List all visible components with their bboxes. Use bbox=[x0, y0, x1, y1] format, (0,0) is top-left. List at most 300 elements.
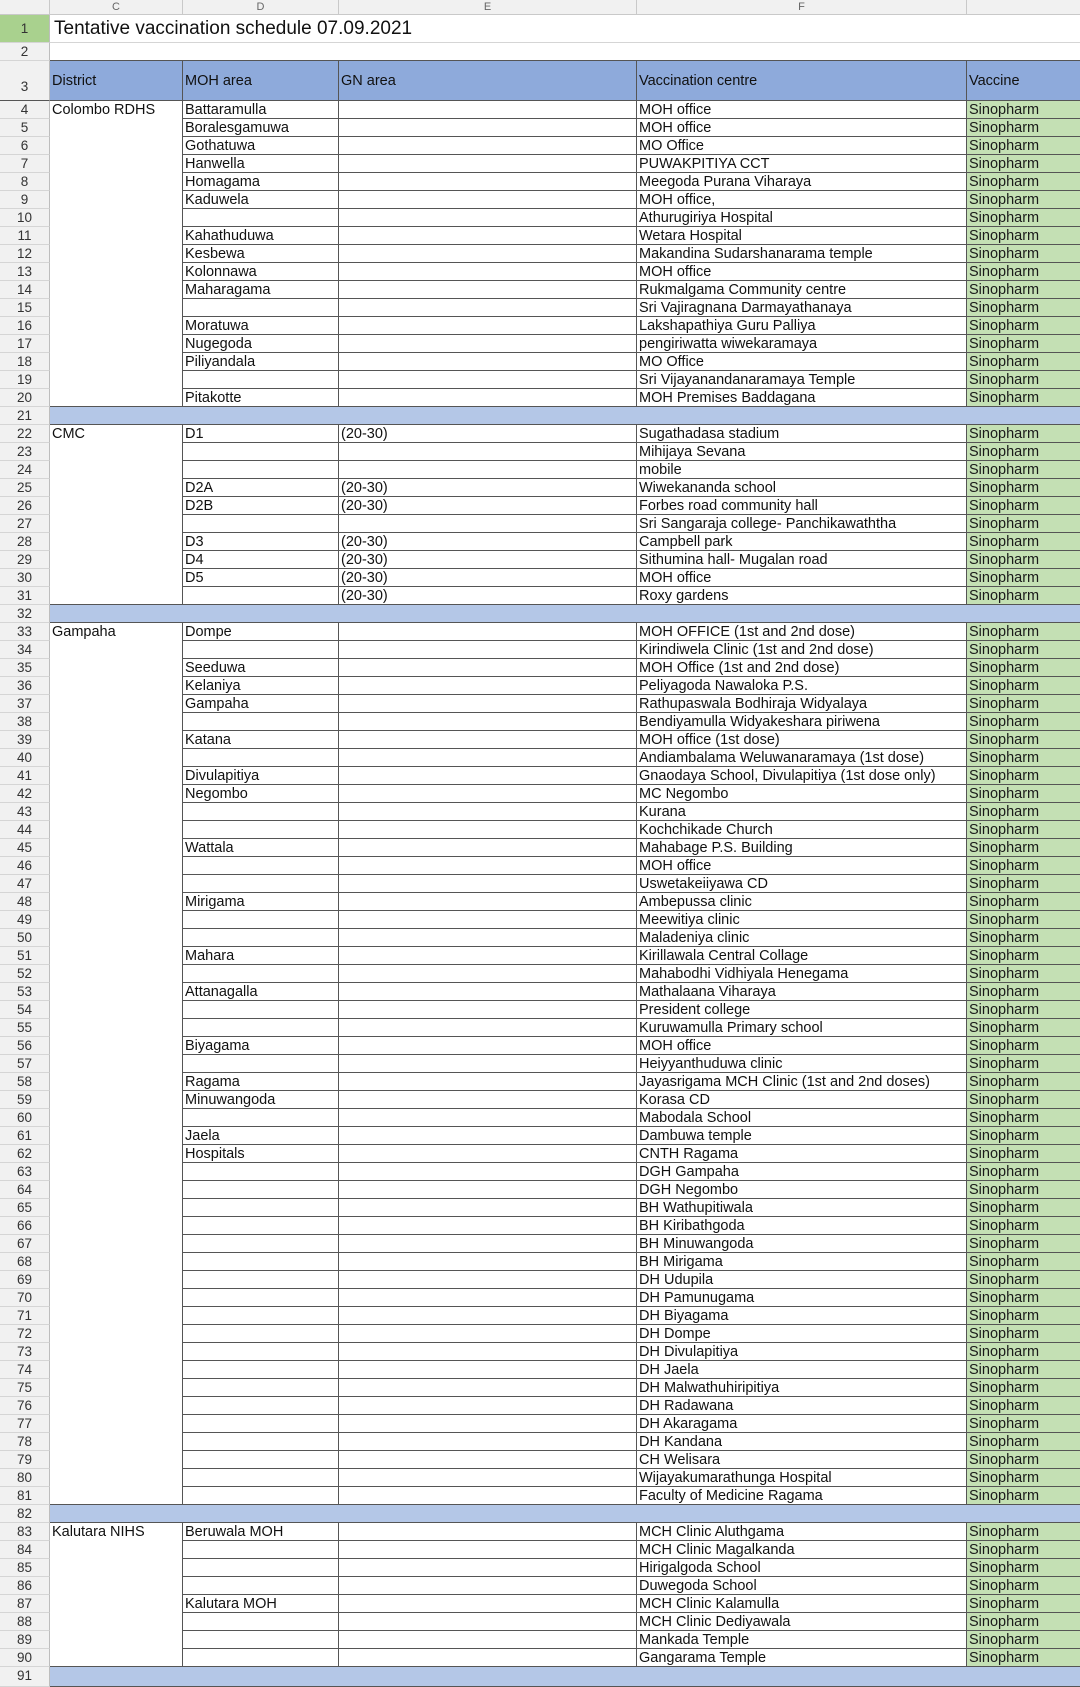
district-cell[interactable] bbox=[50, 1109, 183, 1127]
column-header-c[interactable]: C bbox=[50, 0, 183, 14]
row-number[interactable]: 10 bbox=[0, 209, 50, 227]
moh-area-cell[interactable]: Boralesgamuwa bbox=[183, 119, 339, 137]
vaccine-cell[interactable]: Sinopharm bbox=[967, 659, 1080, 677]
vaccination-centre-cell[interactable]: BH Minuwangoda bbox=[637, 1235, 967, 1253]
moh-area-cell[interactable] bbox=[183, 1361, 339, 1379]
district-cell[interactable] bbox=[50, 1595, 183, 1613]
vaccine-cell[interactable]: Sinopharm bbox=[967, 551, 1080, 569]
gn-area-cell[interactable]: (20-30) bbox=[339, 425, 637, 443]
gn-area-cell[interactable] bbox=[339, 695, 637, 713]
district-cell[interactable] bbox=[50, 353, 183, 371]
vaccine-cell[interactable]: Sinopharm bbox=[967, 623, 1080, 641]
gn-area-cell[interactable] bbox=[339, 371, 637, 389]
moh-area-cell[interactable] bbox=[183, 1163, 339, 1181]
vaccine-cell[interactable]: Sinopharm bbox=[967, 1271, 1080, 1289]
district-cell[interactable] bbox=[50, 173, 183, 191]
vaccine-cell[interactable]: Sinopharm bbox=[967, 191, 1080, 209]
vaccination-centre-cell[interactable]: Dambuwa temple bbox=[637, 1127, 967, 1145]
row-number[interactable]: 27 bbox=[0, 515, 50, 533]
moh-area-cell[interactable]: D2B bbox=[183, 497, 339, 515]
district-cell[interactable] bbox=[50, 1145, 183, 1163]
vaccination-centre-cell[interactable]: DH Pamunugama bbox=[637, 1289, 967, 1307]
district-cell[interactable] bbox=[50, 389, 183, 407]
gn-area-cell[interactable] bbox=[339, 857, 637, 875]
row-number[interactable]: 20 bbox=[0, 389, 50, 407]
district-cell[interactable] bbox=[50, 731, 183, 749]
vaccination-centre-cell[interactable]: DH Radawana bbox=[637, 1397, 967, 1415]
vaccine-cell[interactable]: Sinopharm bbox=[967, 1307, 1080, 1325]
moh-area-cell[interactable] bbox=[183, 965, 339, 983]
vaccine-cell[interactable]: Sinopharm bbox=[967, 1289, 1080, 1307]
vaccine-cell[interactable]: Sinopharm bbox=[967, 1109, 1080, 1127]
row-number[interactable]: 89 bbox=[0, 1631, 50, 1649]
district-cell[interactable] bbox=[50, 1487, 183, 1505]
vaccine-cell[interactable]: Sinopharm bbox=[967, 677, 1080, 695]
corner-cell[interactable] bbox=[0, 0, 50, 14]
district-cell[interactable] bbox=[50, 893, 183, 911]
vaccine-cell[interactable]: Sinopharm bbox=[967, 227, 1080, 245]
gn-area-cell[interactable] bbox=[339, 1541, 637, 1559]
district-cell[interactable] bbox=[50, 947, 183, 965]
vaccination-centre-cell[interactable]: Roxy gardens bbox=[637, 587, 967, 605]
vaccination-centre-cell[interactable]: MOH office bbox=[637, 119, 967, 137]
row-number[interactable]: 28 bbox=[0, 533, 50, 551]
moh-area-cell[interactable]: Beruwala MOH bbox=[183, 1523, 339, 1541]
gn-area-cell[interactable] bbox=[339, 911, 637, 929]
vaccine-cell[interactable]: Sinopharm bbox=[967, 695, 1080, 713]
vaccine-cell[interactable]: Sinopharm bbox=[967, 1091, 1080, 1109]
row-number[interactable]: 31 bbox=[0, 587, 50, 605]
district-cell[interactable] bbox=[50, 569, 183, 587]
moh-area-cell[interactable]: Katana bbox=[183, 731, 339, 749]
vaccine-cell[interactable]: Sinopharm bbox=[967, 857, 1080, 875]
vaccination-centre-cell[interactable]: MO Office bbox=[637, 353, 967, 371]
row-number[interactable]: 66 bbox=[0, 1217, 50, 1235]
vaccine-cell[interactable]: Sinopharm bbox=[967, 317, 1080, 335]
vaccine-cell[interactable]: Sinopharm bbox=[967, 209, 1080, 227]
vaccination-centre-cell[interactable]: Maladeniya clinic bbox=[637, 929, 967, 947]
row-number[interactable]: 58 bbox=[0, 1073, 50, 1091]
vaccine-cell[interactable]: Sinopharm bbox=[967, 893, 1080, 911]
vaccination-centre-cell[interactable]: Forbes road community hall bbox=[637, 497, 967, 515]
moh-area-cell[interactable] bbox=[183, 1415, 339, 1433]
vaccine-cell[interactable]: Sinopharm bbox=[967, 1361, 1080, 1379]
gn-area-cell[interactable] bbox=[339, 1271, 637, 1289]
gn-area-cell[interactable]: (20-30) bbox=[339, 533, 637, 551]
district-cell[interactable] bbox=[50, 1253, 183, 1271]
moh-area-cell[interactable] bbox=[183, 1559, 339, 1577]
gn-area-cell[interactable] bbox=[339, 677, 637, 695]
vaccination-centre-cell[interactable]: Wetara Hospital bbox=[637, 227, 967, 245]
district-cell[interactable] bbox=[50, 1361, 183, 1379]
vaccination-centre-cell[interactable]: BH Kiribathgoda bbox=[637, 1217, 967, 1235]
row-number[interactable]: 21 bbox=[0, 407, 50, 425]
vaccine-cell[interactable]: Sinopharm bbox=[967, 533, 1080, 551]
moh-area-cell[interactable] bbox=[183, 821, 339, 839]
moh-area-cell[interactable]: Maharagama bbox=[183, 281, 339, 299]
gn-area-cell[interactable]: (20-30) bbox=[339, 479, 637, 497]
gn-area-cell[interactable] bbox=[339, 1073, 637, 1091]
moh-area-cell[interactable]: Mirigama bbox=[183, 893, 339, 911]
vaccine-cell[interactable]: Sinopharm bbox=[967, 1127, 1080, 1145]
gn-area-cell[interactable] bbox=[339, 137, 637, 155]
moh-area-cell[interactable] bbox=[183, 1379, 339, 1397]
vaccination-centre-cell[interactable]: DH Akaragama bbox=[637, 1415, 967, 1433]
vaccine-cell[interactable]: Sinopharm bbox=[967, 1415, 1080, 1433]
gn-area-cell[interactable] bbox=[339, 1199, 637, 1217]
vaccination-centre-cell[interactable]: Duwegoda School bbox=[637, 1577, 967, 1595]
row-number[interactable]: 5 bbox=[0, 119, 50, 137]
gn-area-cell[interactable] bbox=[339, 1289, 637, 1307]
row-number[interactable]: 38 bbox=[0, 713, 50, 731]
gn-area-cell[interactable] bbox=[339, 227, 637, 245]
vaccination-centre-cell[interactable]: MCH Clinic Kalamulla bbox=[637, 1595, 967, 1613]
district-cell[interactable]: CMC bbox=[50, 425, 183, 443]
district-cell[interactable] bbox=[50, 1343, 183, 1361]
gn-area-cell[interactable] bbox=[339, 1037, 637, 1055]
district-cell[interactable] bbox=[50, 443, 183, 461]
district-cell[interactable] bbox=[50, 1199, 183, 1217]
moh-area-cell[interactable] bbox=[183, 1019, 339, 1037]
vaccination-centre-cell[interactable]: Mahabage P.S. Building bbox=[637, 839, 967, 857]
vaccination-centre-cell[interactable]: BH Wathupitiwala bbox=[637, 1199, 967, 1217]
row-number[interactable]: 6 bbox=[0, 137, 50, 155]
vaccination-centre-cell[interactable]: Makandina Sudarshanarama temple bbox=[637, 245, 967, 263]
moh-area-cell[interactable] bbox=[183, 1199, 339, 1217]
gn-area-cell[interactable] bbox=[339, 461, 637, 479]
moh-area-cell[interactable]: Kelaniya bbox=[183, 677, 339, 695]
gn-area-cell[interactable] bbox=[339, 389, 637, 407]
district-cell[interactable]: Gampaha bbox=[50, 623, 183, 641]
gn-area-cell[interactable] bbox=[339, 1163, 637, 1181]
row-number[interactable]: 85 bbox=[0, 1559, 50, 1577]
vaccine-cell[interactable]: Sinopharm bbox=[967, 497, 1080, 515]
district-cell[interactable] bbox=[50, 695, 183, 713]
empty-row-cell[interactable] bbox=[50, 43, 1080, 61]
gn-area-cell[interactable] bbox=[339, 1595, 637, 1613]
moh-area-cell[interactable] bbox=[183, 1181, 339, 1199]
gn-area-cell[interactable] bbox=[339, 767, 637, 785]
row-number[interactable]: 47 bbox=[0, 875, 50, 893]
gn-area-cell[interactable] bbox=[339, 1577, 637, 1595]
vaccination-centre-cell[interactable]: DH Biyagama bbox=[637, 1307, 967, 1325]
vaccination-centre-cell[interactable]: pengiriwatta wiwekaramaya bbox=[637, 335, 967, 353]
vaccine-cell[interactable]: Sinopharm bbox=[967, 479, 1080, 497]
vaccination-centre-cell[interactable]: Sri Vajiragnana Darmayathanaya bbox=[637, 299, 967, 317]
vaccine-cell[interactable]: Sinopharm bbox=[967, 1577, 1080, 1595]
moh-area-cell[interactable] bbox=[183, 209, 339, 227]
moh-area-cell[interactable] bbox=[183, 1289, 339, 1307]
vaccine-cell[interactable]: Sinopharm bbox=[967, 1163, 1080, 1181]
row-number[interactable]: 65 bbox=[0, 1199, 50, 1217]
vaccine-cell[interactable]: Sinopharm bbox=[967, 299, 1080, 317]
district-cell[interactable] bbox=[50, 911, 183, 929]
district-cell[interactable] bbox=[50, 1325, 183, 1343]
moh-area-cell[interactable]: Kahathuduwa bbox=[183, 227, 339, 245]
district-cell[interactable] bbox=[50, 785, 183, 803]
row-number[interactable]: 77 bbox=[0, 1415, 50, 1433]
row-number[interactable]: 30 bbox=[0, 569, 50, 587]
row-number[interactable]: 76 bbox=[0, 1397, 50, 1415]
moh-area-cell[interactable]: Hospitals bbox=[183, 1145, 339, 1163]
district-cell[interactable] bbox=[50, 857, 183, 875]
row-number[interactable]: 26 bbox=[0, 497, 50, 515]
vaccine-cell[interactable]: Sinopharm bbox=[967, 1055, 1080, 1073]
vaccination-centre-cell[interactable]: MOH office bbox=[637, 101, 967, 119]
vaccination-centre-cell[interactable]: Sri Vijayanandanaramaya Temple bbox=[637, 371, 967, 389]
row-number[interactable]: 8 bbox=[0, 173, 50, 191]
gn-area-cell[interactable] bbox=[339, 1055, 637, 1073]
district-cell[interactable] bbox=[50, 875, 183, 893]
district-cell[interactable] bbox=[50, 137, 183, 155]
vaccination-centre-cell[interactable]: MCH Clinic Aluthgama bbox=[637, 1523, 967, 1541]
vaccination-centre-cell[interactable]: MOH office bbox=[637, 569, 967, 587]
row-number[interactable]: 36 bbox=[0, 677, 50, 695]
vaccination-centre-cell[interactable]: Uswetakeiiyawa CD bbox=[637, 875, 967, 893]
vaccination-centre-cell[interactable]: Kochchikade Church bbox=[637, 821, 967, 839]
district-cell[interactable] bbox=[50, 299, 183, 317]
gn-area-cell[interactable] bbox=[339, 1361, 637, 1379]
row-number[interactable]: 48 bbox=[0, 893, 50, 911]
row-number[interactable]: 44 bbox=[0, 821, 50, 839]
vaccine-cell[interactable]: Sinopharm bbox=[967, 785, 1080, 803]
moh-area-cell[interactable]: Mahara bbox=[183, 947, 339, 965]
moh-area-cell[interactable]: Nugegoda bbox=[183, 335, 339, 353]
vaccine-cell[interactable]: Sinopharm bbox=[967, 101, 1080, 119]
district-cell[interactable] bbox=[50, 1433, 183, 1451]
row-number[interactable]: 42 bbox=[0, 785, 50, 803]
vaccination-centre-cell[interactable]: Faculty of Medicine Ragama bbox=[637, 1487, 967, 1505]
moh-area-cell[interactable]: Dompe bbox=[183, 623, 339, 641]
gn-area-cell[interactable] bbox=[339, 947, 637, 965]
vaccination-centre-cell[interactable]: Kuruwamulla Primary school bbox=[637, 1019, 967, 1037]
district-cell[interactable] bbox=[50, 803, 183, 821]
vaccine-cell[interactable]: Sinopharm bbox=[967, 1073, 1080, 1091]
row-number[interactable]: 2 bbox=[0, 43, 50, 61]
moh-area-cell[interactable] bbox=[183, 1469, 339, 1487]
row-number[interactable]: 41 bbox=[0, 767, 50, 785]
gn-area-cell[interactable]: (20-30) bbox=[339, 569, 637, 587]
moh-area-cell[interactable]: Kolonnawa bbox=[183, 263, 339, 281]
moh-area-cell[interactable] bbox=[183, 1217, 339, 1235]
gn-area-cell[interactable] bbox=[339, 1451, 637, 1469]
vaccine-cell[interactable]: Sinopharm bbox=[967, 1145, 1080, 1163]
vaccine-cell[interactable]: Sinopharm bbox=[967, 137, 1080, 155]
vaccination-centre-cell[interactable]: MOH Office (1st and 2nd dose) bbox=[637, 659, 967, 677]
gn-area-cell[interactable] bbox=[339, 1235, 637, 1253]
district-cell[interactable] bbox=[50, 1379, 183, 1397]
row-number[interactable]: 3 bbox=[0, 61, 50, 101]
row-number[interactable]: 46 bbox=[0, 857, 50, 875]
vaccine-cell[interactable]: Sinopharm bbox=[967, 281, 1080, 299]
district-cell[interactable] bbox=[50, 677, 183, 695]
gn-area-cell[interactable]: (20-30) bbox=[339, 587, 637, 605]
vaccination-centre-cell[interactable]: DGH Negombo bbox=[637, 1181, 967, 1199]
row-number[interactable]: 53 bbox=[0, 983, 50, 1001]
gn-area-cell[interactable] bbox=[339, 749, 637, 767]
row-number[interactable]: 49 bbox=[0, 911, 50, 929]
gn-area-cell[interactable] bbox=[339, 893, 637, 911]
vaccine-cell[interactable]: Sinopharm bbox=[967, 389, 1080, 407]
gn-area-cell[interactable] bbox=[339, 929, 637, 947]
moh-area-cell[interactable] bbox=[183, 1325, 339, 1343]
row-number[interactable]: 25 bbox=[0, 479, 50, 497]
gn-area-cell[interactable] bbox=[339, 353, 637, 371]
vaccination-centre-cell[interactable]: Ambepussa clinic bbox=[637, 893, 967, 911]
district-cell[interactable] bbox=[50, 1037, 183, 1055]
district-cell[interactable] bbox=[50, 371, 183, 389]
gn-area-cell[interactable] bbox=[339, 101, 637, 119]
gn-area-cell[interactable]: (20-30) bbox=[339, 551, 637, 569]
header-district[interactable]: District bbox=[50, 61, 183, 101]
vaccine-cell[interactable]: Sinopharm bbox=[967, 1397, 1080, 1415]
vaccine-cell[interactable]: Sinopharm bbox=[967, 1343, 1080, 1361]
vaccination-centre-cell[interactable]: Kirillawala Central Collage bbox=[637, 947, 967, 965]
gn-area-cell[interactable] bbox=[339, 839, 637, 857]
moh-area-cell[interactable]: D3 bbox=[183, 533, 339, 551]
row-number[interactable]: 56 bbox=[0, 1037, 50, 1055]
vaccine-cell[interactable]: Sinopharm bbox=[967, 1631, 1080, 1649]
district-cell[interactable] bbox=[50, 479, 183, 497]
vaccination-centre-cell[interactable]: DH Dompe bbox=[637, 1325, 967, 1343]
vaccine-cell[interactable]: Sinopharm bbox=[967, 839, 1080, 857]
row-number[interactable]: 57 bbox=[0, 1055, 50, 1073]
vaccination-centre-cell[interactable]: PUWAKPITIYA CCT bbox=[637, 155, 967, 173]
district-cell[interactable] bbox=[50, 1181, 183, 1199]
moh-area-cell[interactable] bbox=[183, 929, 339, 947]
district-cell[interactable] bbox=[50, 1451, 183, 1469]
gn-area-cell[interactable] bbox=[339, 875, 637, 893]
column-header-d[interactable]: D bbox=[183, 0, 339, 14]
row-number[interactable]: 83 bbox=[0, 1523, 50, 1541]
row-number[interactable]: 91 bbox=[0, 1667, 50, 1687]
vaccination-centre-cell[interactable]: CH Welisara bbox=[637, 1451, 967, 1469]
vaccination-centre-cell[interactable]: Gnaodaya School, Divulapitiya (1st dose only) bbox=[637, 767, 967, 785]
row-number[interactable]: 35 bbox=[0, 659, 50, 677]
district-cell[interactable] bbox=[50, 191, 183, 209]
gn-area-cell[interactable] bbox=[339, 1127, 637, 1145]
row-number[interactable]: 63 bbox=[0, 1163, 50, 1181]
moh-area-cell[interactable] bbox=[183, 713, 339, 731]
moh-area-cell[interactable] bbox=[183, 1433, 339, 1451]
row-number[interactable]: 15 bbox=[0, 299, 50, 317]
gn-area-cell[interactable] bbox=[339, 731, 637, 749]
moh-area-cell[interactable] bbox=[183, 443, 339, 461]
district-cell[interactable] bbox=[50, 1613, 183, 1631]
group-separator[interactable] bbox=[50, 1667, 1080, 1687]
vaccine-cell[interactable]: Sinopharm bbox=[967, 749, 1080, 767]
row-number[interactable]: 80 bbox=[0, 1469, 50, 1487]
moh-area-cell[interactable] bbox=[183, 1451, 339, 1469]
district-cell[interactable] bbox=[50, 1289, 183, 1307]
vaccination-centre-cell[interactable]: MOH Premises Baddagana bbox=[637, 389, 967, 407]
vaccine-cell[interactable]: Sinopharm bbox=[967, 1199, 1080, 1217]
district-cell[interactable] bbox=[50, 1271, 183, 1289]
district-cell[interactable] bbox=[50, 227, 183, 245]
moh-area-cell[interactable] bbox=[183, 641, 339, 659]
vaccine-cell[interactable]: Sinopharm bbox=[967, 1235, 1080, 1253]
moh-area-cell[interactable]: Kalutara MOH bbox=[183, 1595, 339, 1613]
header-vaccination-centre[interactable]: Vaccination centre bbox=[637, 61, 967, 101]
district-cell[interactable] bbox=[50, 1001, 183, 1019]
moh-area-cell[interactable] bbox=[183, 1055, 339, 1073]
vaccination-centre-cell[interactable]: MCH Clinic Dediyawala bbox=[637, 1613, 967, 1631]
vaccination-centre-cell[interactable]: MCH Clinic Magalkanda bbox=[637, 1541, 967, 1559]
gn-area-cell[interactable] bbox=[339, 785, 637, 803]
moh-area-cell[interactable]: Attanagalla bbox=[183, 983, 339, 1001]
gn-area-cell[interactable] bbox=[339, 1091, 637, 1109]
row-number[interactable]: 88 bbox=[0, 1613, 50, 1631]
moh-area-cell[interactable] bbox=[183, 1649, 339, 1667]
gn-area-cell[interactable] bbox=[339, 119, 637, 137]
header-moh-area[interactable]: MOH area bbox=[183, 61, 339, 101]
gn-area-cell[interactable] bbox=[339, 1253, 637, 1271]
vaccine-cell[interactable]: Sinopharm bbox=[967, 1037, 1080, 1055]
row-number[interactable]: 71 bbox=[0, 1307, 50, 1325]
gn-area-cell[interactable] bbox=[339, 1343, 637, 1361]
moh-area-cell[interactable]: Minuwangoda bbox=[183, 1091, 339, 1109]
vaccination-centre-cell[interactable]: Wijayakumarathunga Hospital bbox=[637, 1469, 967, 1487]
row-number[interactable]: 79 bbox=[0, 1451, 50, 1469]
row-number[interactable]: 14 bbox=[0, 281, 50, 299]
row-number[interactable]: 9 bbox=[0, 191, 50, 209]
vaccine-cell[interactable]: Sinopharm bbox=[967, 335, 1080, 353]
district-cell[interactable] bbox=[50, 713, 183, 731]
district-cell[interactable] bbox=[50, 659, 183, 677]
vaccination-centre-cell[interactable]: Mahabodhi Vidhiyala Henegama bbox=[637, 965, 967, 983]
row-number[interactable]: 13 bbox=[0, 263, 50, 281]
moh-area-cell[interactable]: D2A bbox=[183, 479, 339, 497]
group-separator[interactable] bbox=[50, 605, 1080, 623]
moh-area-cell[interactable]: Wattala bbox=[183, 839, 339, 857]
vaccine-cell[interactable]: Sinopharm bbox=[967, 353, 1080, 371]
gn-area-cell[interactable] bbox=[339, 1307, 637, 1325]
row-number[interactable]: 50 bbox=[0, 929, 50, 947]
gn-area-cell[interactable] bbox=[339, 1469, 637, 1487]
vaccine-cell[interactable]: Sinopharm bbox=[967, 929, 1080, 947]
district-cell[interactable] bbox=[50, 1397, 183, 1415]
vaccination-centre-cell[interactable]: MC Negombo bbox=[637, 785, 967, 803]
vaccination-centre-cell[interactable]: DH Divulapitiya bbox=[637, 1343, 967, 1361]
vaccine-cell[interactable]: Sinopharm bbox=[967, 1001, 1080, 1019]
gn-area-cell[interactable] bbox=[339, 1325, 637, 1343]
moh-area-cell[interactable] bbox=[183, 1253, 339, 1271]
vaccination-centre-cell[interactable]: MOH office bbox=[637, 1037, 967, 1055]
vaccination-centre-cell[interactable]: Gangarama Temple bbox=[637, 1649, 967, 1667]
vaccination-centre-cell[interactable]: Korasa CD bbox=[637, 1091, 967, 1109]
gn-area-cell[interactable] bbox=[339, 1613, 637, 1631]
gn-area-cell[interactable] bbox=[339, 803, 637, 821]
vaccination-centre-cell[interactable]: Wiwekananda school bbox=[637, 479, 967, 497]
vaccination-centre-cell[interactable]: Campbell park bbox=[637, 533, 967, 551]
district-cell[interactable] bbox=[50, 461, 183, 479]
gn-area-cell[interactable] bbox=[339, 1649, 637, 1667]
moh-area-cell[interactable]: Hanwella bbox=[183, 155, 339, 173]
district-cell[interactable] bbox=[50, 1415, 183, 1433]
district-cell[interactable] bbox=[50, 641, 183, 659]
district-cell[interactable] bbox=[50, 1235, 183, 1253]
district-cell[interactable] bbox=[50, 317, 183, 335]
moh-area-cell[interactable] bbox=[183, 1235, 339, 1253]
gn-area-cell[interactable] bbox=[339, 1217, 637, 1235]
moh-area-cell[interactable] bbox=[183, 749, 339, 767]
group-separator[interactable] bbox=[50, 407, 1080, 425]
vaccination-centre-cell[interactable]: Andiambalama Weluwanaramaya (1st dose) bbox=[637, 749, 967, 767]
district-cell[interactable] bbox=[50, 1307, 183, 1325]
gn-area-cell[interactable] bbox=[339, 623, 637, 641]
district-cell[interactable] bbox=[50, 209, 183, 227]
moh-area-cell[interactable] bbox=[183, 1541, 339, 1559]
